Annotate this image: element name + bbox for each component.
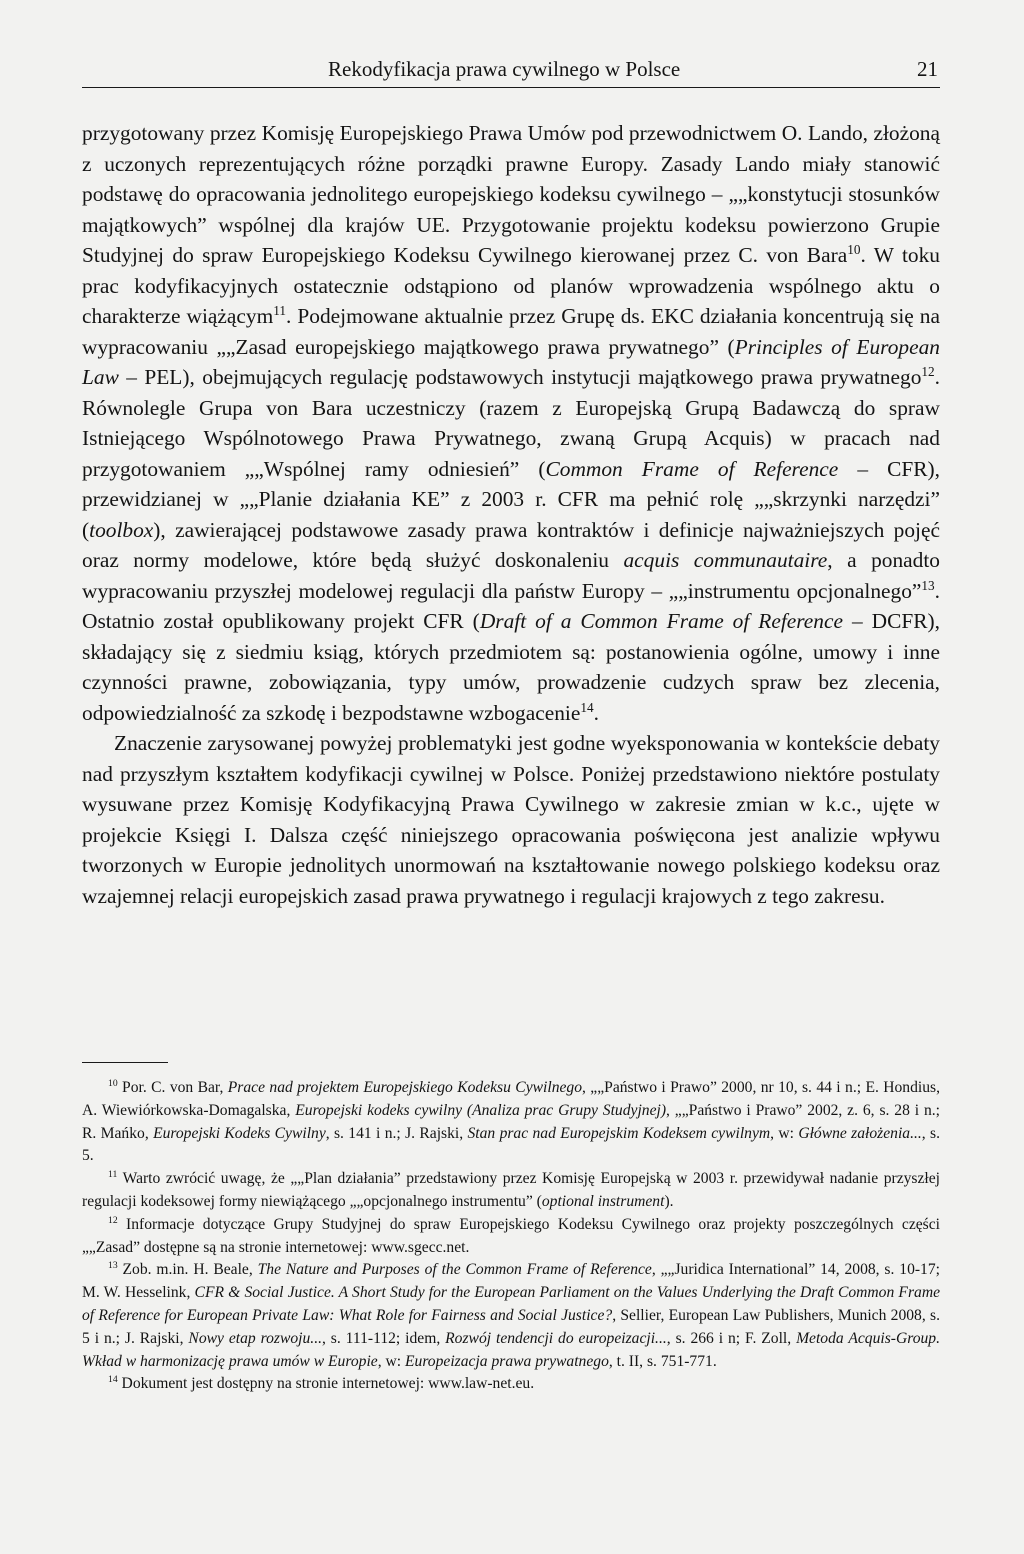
header-rule: [82, 87, 940, 88]
text-run: ).: [664, 1192, 674, 1210]
footnote-number: 14: [108, 1374, 118, 1386]
text-run: , s. 266 i n; F. Zoll,: [666, 1329, 797, 1347]
italic-title: Główne założenia...: [798, 1124, 922, 1142]
footnote-number: 13: [108, 1260, 118, 1272]
text-run: , s. 111-112; idem,: [322, 1329, 446, 1347]
footnote-number: 12: [108, 1214, 118, 1226]
italic-title: Metoda Acquis-Group. Wkład w harmonizację prawa umów w Europie: [82, 1329, 940, 1370]
footnote-10: [82, 1077, 940, 1168]
text-run: Informacje dotyczące Grupy Studyjnej do spraw Europejskiego Kodeksu Cywilnego oraz projekty poszczególnych części „„Zasad” dostępne są na stronie internetowej: www.sgecc.net.: [82, 1215, 940, 1256]
text-run: Dokument jest dostępny na stronie internetowej: www.law-net.eu.: [117, 1375, 535, 1393]
text-run: , w:: [377, 1352, 405, 1370]
footnote-ref-14: 14: [580, 699, 594, 715]
footnote-number: 11: [108, 1169, 118, 1180]
italic-title: Europeizacja prawa prywatnego: [405, 1352, 609, 1370]
text-run: , s. 141 i n.; J. Rajski,: [325, 1124, 468, 1142]
text-run: , „„Juridica International” 14, 2008, s. 10-17; M. W. Hesselink,: [82, 1261, 940, 1302]
paragraph-2: Znaczenie zarysowanej powyżej problematyki jest godne wyeksponowania w kontekście debaty nad przyszłym kształtem kodyfikacji cywilnej w Polsce. Poniżej przedstawiono niektóre postulaty wysuwane przez Komisję Kodyfikacyjną Prawa Cywilnego w zakresie zmian w k.c., ujęte w projekcie Księgi I. Dalsza część niniejszego opracowania poświęcona jest analizie wpływu tworzonych w Europie jednolitych unormowań na kształtowanie nowego polskiego kodeksu oraz wzajemnej relacji europejskich zasad prawa prywatnego i regulacji krajowych z tego zakresu.: [82, 731, 940, 908]
footnote-ref-13: 13: [921, 577, 935, 593]
text-run: – CFR), przewidzianej w „„Planie działania KE” z 2003 r. CFR ma pełnić rolę „„skrzynki narzędzi” (: [82, 456, 940, 542]
page-number: 21: [917, 57, 938, 81]
footnote-ref-10: 10: [847, 241, 861, 257]
paragraph-1: [82, 118, 940, 728]
text-run: .: [593, 700, 599, 725]
text-run: , „„Państwo i Prawo” 2000, nr 10, s. 44 i n.; E. Hondius, A. Wiewiórkowska-Domagalska,: [82, 1079, 941, 1119]
main-text: [82, 118, 940, 911]
italic-term: Principles of European Law: [82, 334, 940, 389]
text-run: przygotowany przez Komisję Europejskiego Prawa Umów pod przewodnictwem O. Lando, złożoną z uczonych reprezentujących różne porządki prawne Europy. Zasady Lando miały stanowić podstawę do opracowania jednolitego europejskiego kodeksu cywilnego – „„konstytucji stosunków majątkowych” wspólnej dla krajów UE. Przygotowanie projektu kodeksu powierzono Grupie Studyjnej do spraw Europejskiego Kodeksu Cywilnego kierowanej przez C. von Bara: [82, 121, 940, 267]
footnote-12: [82, 1214, 940, 1260]
footnotes: [82, 1077, 940, 1396]
text-run: Warto zwrócić uwagę, że „„Plan działania” przedstawiony przez Komisję Europejską w 2003 r. przewidywał nadanie przyszłej regulacji kodeksowej formy niewiążącego „„opcjonalnego instrumentu” (: [82, 1170, 940, 1210]
italic-title: Prace nad projektem Europejskiego Kodeksu Cywilnego: [227, 1079, 583, 1096]
italic-term: Common Frame of Reference: [545, 456, 839, 481]
italic-title: Nowy etap rozwoju...: [188, 1329, 322, 1347]
footnote-ref-11: 11: [273, 302, 287, 318]
text-run: , w:: [770, 1124, 799, 1142]
running-header: [82, 57, 940, 87]
text-run: ), zawierającej podstawowe zasady prawa kontraktów i definicje najważniejszych pojęć oraz normy modelowe, które będą służyć doskonaleniu: [82, 517, 940, 572]
italic-title: The Nature and Purposes of the Common Frame of Reference: [257, 1261, 652, 1279]
italic-term: Draft of a Common Frame of Reference: [479, 609, 843, 633]
running-title: Rekodyfikacja prawa cywilnego w Polsce: [328, 57, 681, 81]
text-run: , s. 5.: [82, 1124, 941, 1165]
italic-title: Rozwój tendencji do europeizacji...: [445, 1329, 667, 1347]
text-run: . Równolegle Grupa von Bara uczestniczy (razem z Europejską Grupą Badawczą do spraw Istniejącego Wspólnotowego Prawa Prywatnego, zwaną Grupą Acquis) w pracach nad przygotowaniem „„Wspólnej ramy odniesień” (: [82, 365, 940, 481]
text-run: , t. II, s. 751-771.: [608, 1352, 717, 1370]
text-run: – PEL), obejmujących regulację podstawowych instytucji majątkowego prawa prywatnego: [118, 365, 922, 389]
italic-term: optional instrument: [541, 1192, 665, 1210]
footnote-11: [82, 1168, 940, 1214]
text-run: Zob. m.in. H. Beale,: [117, 1261, 258, 1279]
footnote-number: 10: [108, 1077, 118, 1089]
italic-term: toolbox: [89, 517, 154, 542]
footnote-14: [82, 1373, 940, 1396]
italic-title: Stan prac nad Europejskim Kodeksem cywilnym: [467, 1124, 771, 1142]
footnote-13: [82, 1259, 940, 1373]
footnote-ref-12: 12: [921, 363, 935, 379]
text-run: , Sellier, European Law Publishers, Munich 2008, s. 5 i n.; J. Rajski,: [82, 1306, 941, 1347]
italic-title: Europejski kodeks cywilny (Analiza prac Grupy Studyjnej): [295, 1101, 667, 1119]
italic-title: Europejski Kodeks Cywilny: [153, 1124, 326, 1142]
text-run: , „„Państwo i Prawo” 2002, z. 6, s. 28 i n.; R. Mańko,: [82, 1101, 940, 1142]
text-run: , a ponadto wypracowaniu przyszłej modelowej regulacji dla państw Europy – „„instrumentu opcjonalnego”: [82, 548, 940, 603]
italic-title: CFR & Social Justice. A Short Study for the European Parliament on the Values Underlying the Draft Common Frame of Reference for European Private Law: What Role for Fairness and Social Justice?: [82, 1284, 940, 1324]
text-run: – DCFR), składający się z siedmiu ksiąg, których przedmiotem są: postanowienia ogólne, umowy i inne czynności prawne, zobowiązania, typy umów, prowadzenie cudzych spraw bez zlecenia, odpowiedzialność za szkodę i bezpodstawne wzbogacenie: [82, 609, 940, 725]
italic-term: acquis communautaire: [623, 548, 828, 572]
text-run: Por. C. von Bar,: [117, 1079, 228, 1096]
text-run: . Ostatnio został opublikowany projekt CFR (: [82, 578, 940, 633]
footnote-separator: [82, 1062, 168, 1063]
text-run: . W toku prac kodyfikacyjnych ostatecznie odstąpiono od planów wprowadzenia wspólnego aktu o charakterze wiążącym: [82, 243, 940, 328]
text-run: . Podejmowane aktualnie przez Grupę ds. EKC działania koncentrują się na wypracowaniu „„Zasad europejskiego majątkowego prawa prywatnego” (: [82, 304, 940, 359]
